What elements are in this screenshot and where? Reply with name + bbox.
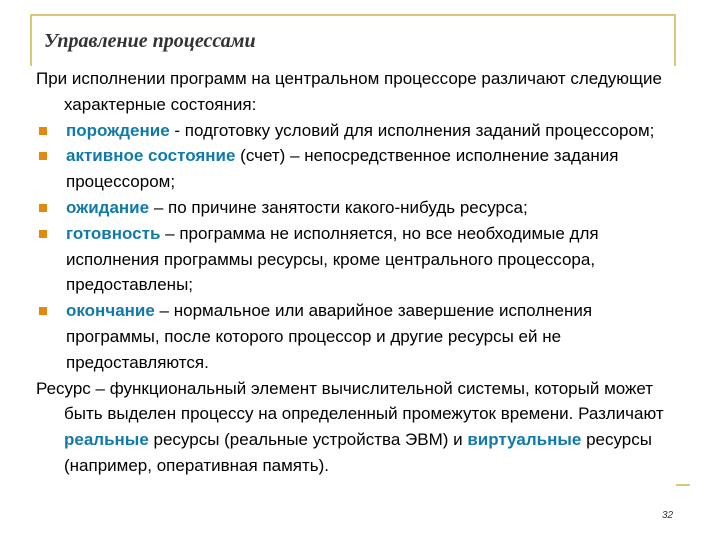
state-item-finish <box>36 298 676 375</box>
square-bullet-icon <box>39 152 47 160</box>
square-bullet-icon <box>39 307 47 315</box>
square-bullet-icon <box>39 127 47 135</box>
state-term: ожидание <box>66 197 150 217</box>
state-description: – нормальное или аварийное завершение исполнения программы, после которого процессор и другие ресурсы ей не предоставляются. <box>66 301 593 372</box>
slide-body <box>36 66 676 479</box>
intro-paragraph: При исполнении программ на центральном процессоре различают следующие характерные состояния: <box>36 69 662 114</box>
slide-title: Управление процессами <box>44 30 256 52</box>
state-term: порождение <box>66 120 170 140</box>
resource-text: ресурсы (например, оперативная память). <box>64 430 652 475</box>
state-item-active <box>36 143 676 195</box>
page-number: 32 <box>662 510 674 521</box>
state-description: – по причине занятости какого-нибудь ресурса; <box>149 197 528 217</box>
resource-text: ресурсы (реальные устройства ЭВМ) и <box>148 430 468 450</box>
resource-keyword-real: реальные <box>64 430 149 450</box>
state-term: готовность <box>66 223 161 243</box>
state-term: окончание <box>66 301 155 321</box>
state-description: (счет) – непосредственное исполнение задания процессором; <box>66 146 619 192</box>
state-description: – программа не исполняется, но все необходимые для исполнения программы ресурсы, кроме центрального процессора, предоставлены; <box>66 223 599 295</box>
state-item-waiting <box>36 195 676 221</box>
state-term: активное состояние <box>66 146 236 166</box>
frame-top-line <box>30 14 674 16</box>
resource-paragraph <box>36 376 676 479</box>
frame-corner-mark <box>676 484 690 486</box>
frame-right-line <box>674 14 676 66</box>
state-item-spawn <box>36 118 676 144</box>
square-bullet-icon <box>39 204 47 212</box>
state-description: - подготовку условий для исполнения заданий процессором; <box>169 120 655 140</box>
state-item-ready <box>36 221 676 298</box>
square-bullet-icon <box>39 230 47 238</box>
resource-keyword-virtual: виртуальные <box>467 430 582 450</box>
resource-text: Ресурс – функциональный элемент вычислительной системы, который может быть выделен процессу на определенный промежуток времени. Различают <box>36 378 664 424</box>
frame-left-line <box>30 14 32 66</box>
